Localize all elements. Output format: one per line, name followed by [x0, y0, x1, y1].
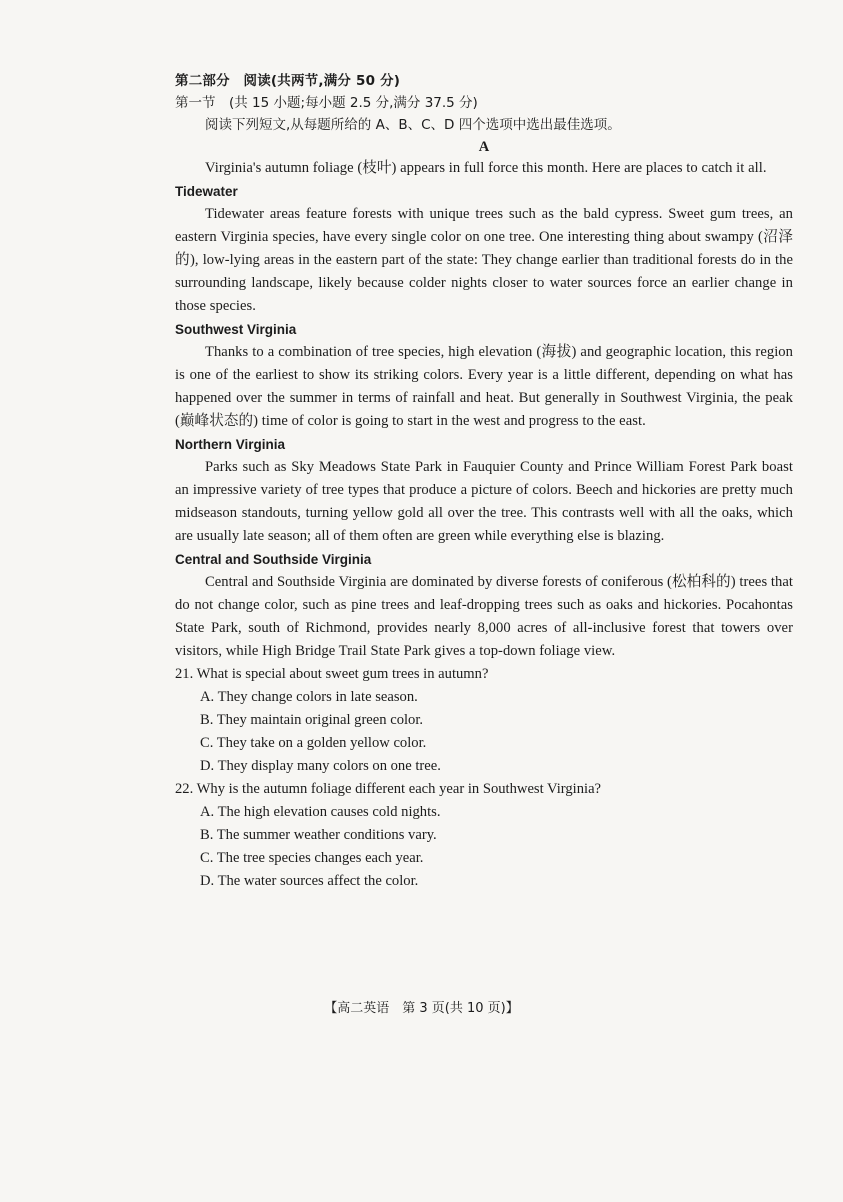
- passage-letter: A: [478, 139, 490, 155]
- question-22: [175, 778, 793, 893]
- section-text-central: Central and Southside Virginia are dominated by diverse forests of coniferous (松柏科的) trees that do not change color, such as pine trees and leaf-dropping trees such as oaks and hickories. Pocahontas State Park, south of Richmond, provides nearly 8,000 acres of all-inclusive forest that towers over visitors, while High Bridge Trail State Park gives a top-down foliage view.: [175, 574, 793, 659]
- section-heading-southwest: Southwest Virginia: [175, 322, 297, 337]
- section-text-southwest: Thanks to a combination of tree species, high elevation (海拔) and geographic location, this region is one of the earliest to show its striking colors. Every year is a little different, depending on what has happened over the summer in terms of rainfall and heat. But generally in Southwest Virginia, the peak (巅峰状态的) time of color is going to start in the west and progress to the east.: [175, 344, 793, 429]
- option-a: A. They change colors in late season.: [200, 689, 418, 705]
- question-stem: 22. Why is the autumn foliage different each year in Southwest Virginia?: [175, 781, 602, 797]
- part-title: 第二部分 阅读(共两节,满分 50 分): [175, 73, 401, 89]
- question-stem: 21. What is special about sweet gum trees in autumn?: [175, 666, 489, 682]
- page-footer: 【高二英语 第 3 页(共 10 页)】: [324, 1001, 519, 1016]
- option-d: D. The water sources affect the color.: [200, 873, 419, 889]
- option-a: A. The high elevation causes cold nights.: [200, 804, 441, 820]
- option-b: B. The summer weather conditions vary.: [200, 827, 437, 843]
- section-text-northern: Parks such as Sky Meadows State Park in Fauquier County and Prince William Forest Park boast an impressive variety of tree types that produce a picture of colors. Beech and hickories are pretty much midseason standouts, turning yellow gold all over the tree. This contrasts well with all the oaks, which are usually late season; all of them often are green while everything else is blazing.: [175, 459, 793, 544]
- section-text-tidewater: Tidewater areas feature forests with unique trees such as the bald cypress. Sweet gum trees, an eastern Virginia species, have every single color on one tree. One interesting thing about swampy (沼泽的), low-lying areas in the eastern part of the state: They change earlier than traditional forests do in the surrounding landscape, likely because colder nights closer to water sources force an earlier change in those species.: [175, 206, 793, 314]
- option-c: C. They take on a golden yellow color.: [200, 735, 427, 751]
- option-b: B. They maintain original green color.: [200, 712, 424, 728]
- option-c: C. The tree species changes each year.: [200, 850, 424, 866]
- section-heading-tidewater: Tidewater: [175, 184, 238, 199]
- section-heading-northern: Northern Virginia: [175, 437, 286, 452]
- exam-page: [175, 70, 793, 893]
- question-21: [175, 663, 793, 778]
- passage-intro: Virginia's autumn foliage (枝叶) appears in full force this month. Here are places to catch it all.: [205, 160, 767, 176]
- option-d: D. They display many colors on one tree.: [200, 758, 441, 774]
- section-title: 第一节 (共 15 小题;每小题 2.5 分,满分 37.5 分): [175, 95, 478, 111]
- section-heading-central: Central and Southside Virginia: [175, 552, 372, 567]
- instructions: 阅读下列短文,从每题所给的 A、B、C、D 四个选项中选出最佳选项。: [205, 117, 621, 133]
